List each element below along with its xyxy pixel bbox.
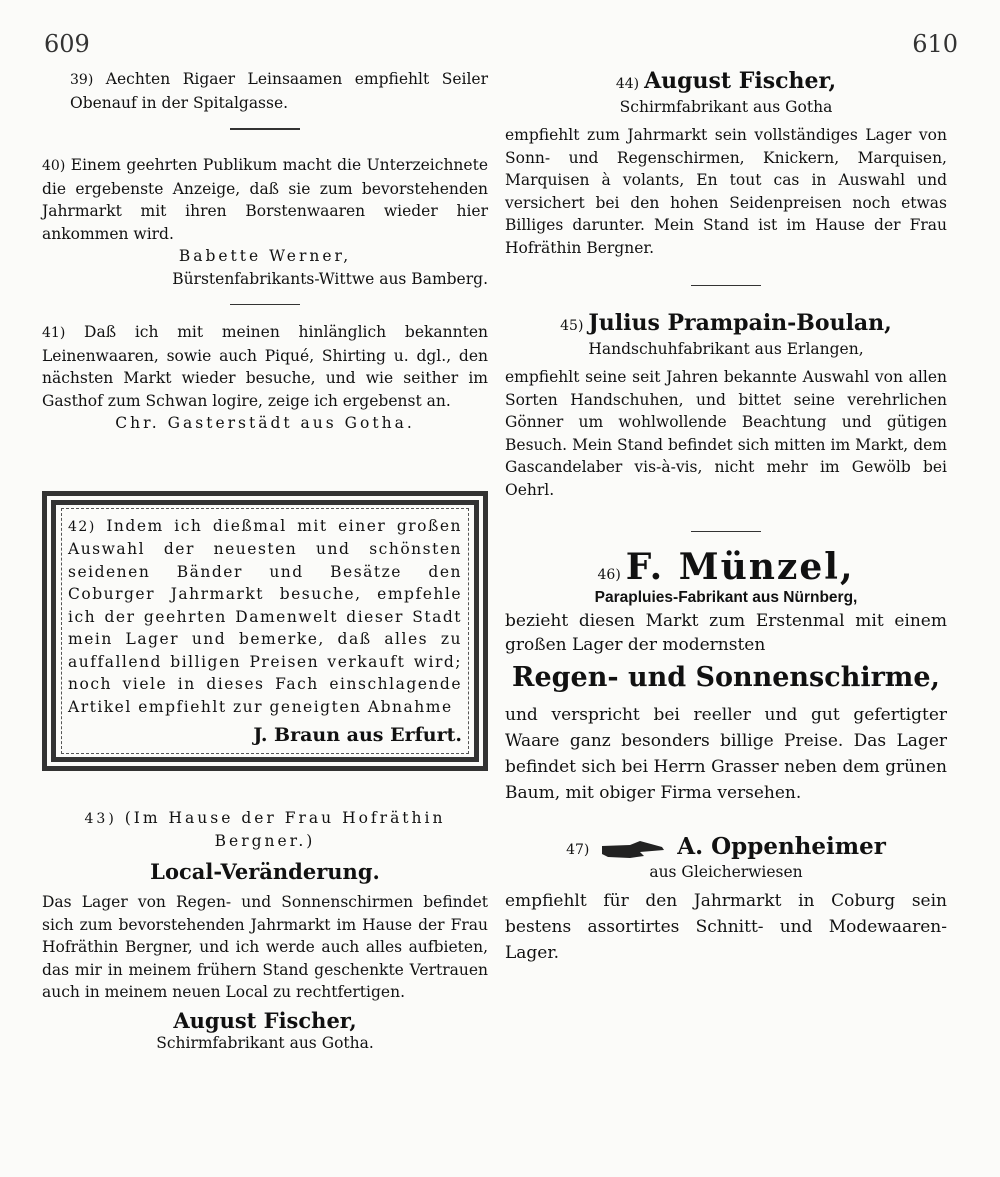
ad-40 — [42, 154, 488, 290]
ad-name: August Fischer, — [644, 68, 837, 94]
ad-text: empfiehlt zum Jahrmarkt sein vollständiges Lager von Sonn- und Regenschirmen, Knickern, Marquisen, Marquisen à volants, En tout cas in Auswahl und versichert bei den hohen Seidenpreisen noch etwas Billiges darunter. Mein Stand ist im Hause der Frau Hofräthin Bergner. — [505, 126, 947, 257]
ad-42-box — [42, 491, 488, 771]
ad-signature-title: Bürstenfabrikants-Wittwe aus Bamberg. — [172, 269, 488, 288]
ad-name: F. Münzel, — [625, 546, 855, 588]
ad-number: 43) — [84, 810, 117, 827]
ad-signature: J. Braun aus Erfurt. — [253, 724, 462, 746]
left-column — [42, 60, 488, 1055]
ad-42 — [68, 515, 462, 747]
right-column — [505, 60, 947, 966]
ad-heading: Regen- und Sonnenschirme, — [512, 662, 940, 693]
ad-number: 47) — [566, 841, 590, 858]
divider — [691, 285, 761, 286]
ad-text: empfiehlt seine seit Jahren bekannte Auswahl von allen Sorten Handschuhen, und bittet seine verehrlichen Gönner um wohlwollende Beachtung und gütigen Besuch. Mein Stand befindet sich mitten im Markt, dem Gascandelaber vis-à-vis, nicht mehr im Gewölb bei Oehrl. — [505, 368, 947, 499]
pointing-hand-icon — [600, 839, 666, 861]
page-number-left: 609 — [44, 30, 90, 58]
ad-text: Aechten Rigaer Leinsaamen empfiehlt Seiler Obenauf in der Spitalgasse. — [70, 70, 488, 112]
ad-subtitle: aus Gleicherwiesen — [649, 863, 803, 881]
ad-subtitle: Handschuhfabrikant aus Erlangen, — [588, 339, 864, 358]
ad-text: Indem ich dießmal mit einer großen Auswahl der neuesten und schönsten seidenen Bänder und Besätze den Coburger Jahrmarkt besuche, empfehle ich der geehrten Damenwelt dieser Stadt mein Lager und bemerke, daß alles zu auffallend billigen Preisen verkauft wird; noch viele in dieses Fach einschlagende Artikel empfiehlt zur geneigten Abnahme — [68, 516, 462, 716]
page-number-right: 610 — [912, 30, 958, 58]
ad-39 — [42, 68, 488, 114]
ad-heading: Local-Veränderung. — [150, 858, 380, 884]
ad-text: Einem geehrten Publikum macht die Unterzeichnete die ergebenste Anzeige, daß sie zum bevorstehenden Jahrmarkt mit ihren Borstenwaaren wieder hier ankommen wird. — [42, 156, 488, 243]
ad-43 — [42, 807, 488, 1055]
ad-47 — [505, 832, 947, 966]
ad-number: 44) — [615, 76, 640, 92]
ad-intro: (Im Hause der Frau Hofräthin Bergner.) — [124, 808, 446, 850]
ad-number: 46) — [597, 567, 621, 583]
ad-name: A. Oppenheimer — [677, 832, 886, 860]
ad-signature-title: Schirmfabrikant aus Gotha. — [156, 1034, 374, 1052]
ad-46 — [505, 546, 947, 806]
divider — [230, 128, 300, 130]
ad-text: bezieht diesen Markt zum Erstenmal mit einem großen Lager der modernsten — [505, 611, 947, 655]
ad-number: 39) — [70, 72, 94, 88]
ad-number: 41) — [42, 325, 66, 341]
ad-text: empfiehlt für den Jahrmarkt in Coburg sein bestens assortirtes Schnitt- und Modewaaren-Lager. — [505, 890, 947, 963]
ad-signature: Chr. Gasterstädt aus Gotha. — [115, 414, 415, 432]
ad-45 — [505, 312, 947, 501]
ad-44 — [505, 70, 947, 259]
ad-subtitle: Schirmfabrikant aus Gotha — [619, 97, 833, 116]
ad-signature: August Fischer, — [173, 1007, 357, 1033]
divider — [230, 304, 300, 305]
ad-text: Das Lager von Regen- und Sonnenschirmen befindet sich zum bevorstehenden Jahrmarkt im Hause der Frau Hofräthin Bergner, und ich werde auch alles aufbieten, das mir in meinem frühern Stand geschenkte Vertrauen auch in meinem neuen Local zu rechtfertigen. — [42, 893, 488, 1001]
ad-name: Julius Prampain-Boulan, — [588, 310, 892, 336]
ad-number: 42) — [68, 518, 96, 535]
ad-number: 40) — [42, 158, 66, 174]
ad-text: und verspricht bei reeller und gut gefertigter Waare ganz besonders billige Preise. Das Lager befindet sich bei Herrn Grasser neben dem grünen Baum, mit obiger Firma versehen. — [505, 704, 947, 803]
ad-subtitle: Parapluies-Fabrikant aus Nürnberg, — [594, 588, 858, 606]
ad-41 — [42, 321, 488, 435]
ad-text: Daß ich mit meinen hinlänglich bekannten Leinenwaaren, sowie auch Piqué, Shirting u. dgl., den nächsten Markt wieder besuche, und wie seither im Gasthof zum Schwan logire, zeige ich ergebenst an. — [42, 323, 488, 410]
ad-number: 45) — [560, 318, 584, 334]
divider — [691, 531, 761, 532]
ad-signature: Babette Werner, — [178, 247, 352, 265]
